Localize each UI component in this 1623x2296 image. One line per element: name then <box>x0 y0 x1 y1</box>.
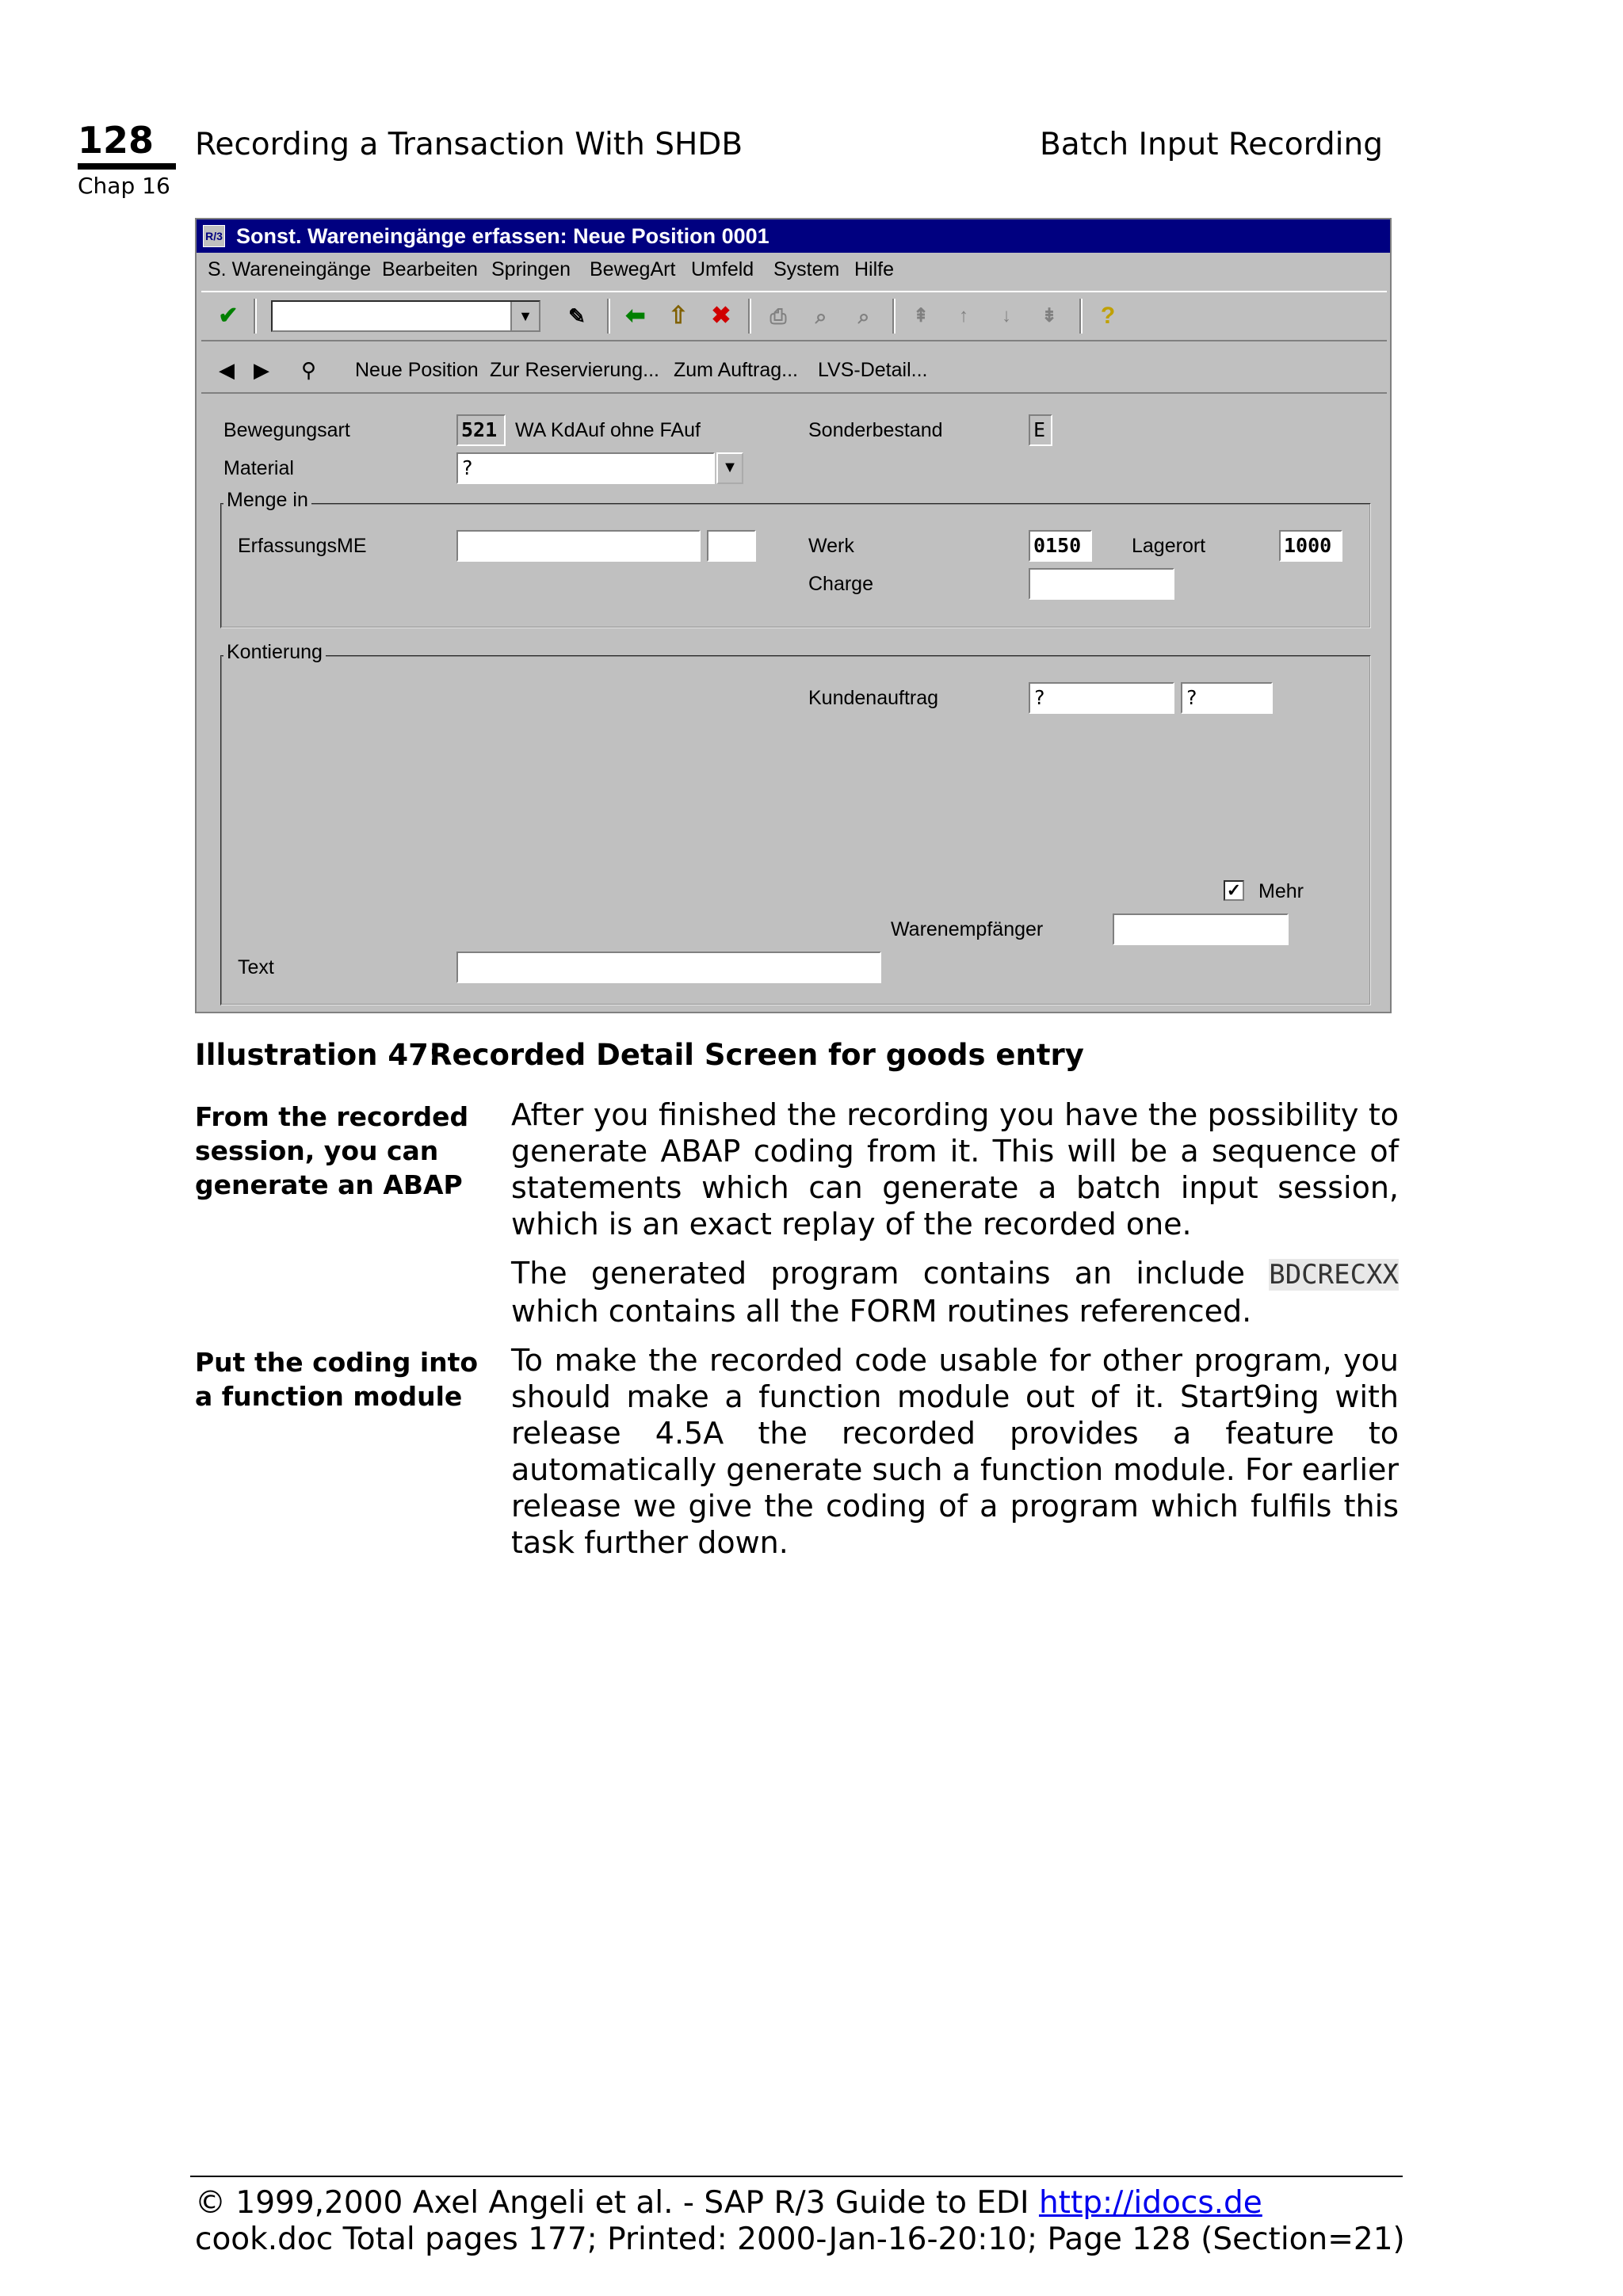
werk-field[interactable]: 0150 <box>1029 530 1092 562</box>
find-next-icon: ⌕ <box>857 304 870 328</box>
help-question-icon[interactable]: ? <box>1100 303 1116 329</box>
paragraph-include-text-before: The generated program contains an include <box>511 1256 1270 1291</box>
material-field[interactable]: ? <box>456 452 715 484</box>
menu-springen[interactable]: Springen <box>491 258 571 280</box>
header-right-title: Batch Input Recording <box>1040 127 1383 162</box>
bewegungsart-text: WA KdAuf ohne FAuf <box>515 419 701 441</box>
margin-note-generate-abap: From the recorded session, you can generate an ABAP <box>195 1101 469 1200</box>
menu-umfeld[interactable]: Umfeld <box>691 258 754 280</box>
page-number: 128 <box>78 119 155 162</box>
footer-rule <box>190 2176 1403 2177</box>
sap-titlebar <box>197 219 1390 253</box>
toolbar-separator <box>748 299 751 334</box>
sonderbestand-field: E <box>1029 414 1052 446</box>
next-triangle-icon[interactable]: ▶ <box>254 358 269 382</box>
footer-copyright-text: © 1999,2000 Axel Angeli et al. - SAP R/3 Guide to EDI <box>195 2185 1039 2221</box>
menu-wareneingaenge[interactable]: S. Wareneingänge <box>208 258 372 280</box>
menu-bewegart[interactable]: BewegArt <box>590 258 676 280</box>
menge-group-title: Menge in <box>223 489 311 512</box>
chapter-label: Chap 16 <box>78 173 170 199</box>
mehr-checkbox[interactable]: ✓ <box>1224 880 1244 901</box>
sap-window-title: Sonst. Wareneingänge erfassen: Neue Position 0001 <box>236 224 769 248</box>
text-field[interactable] <box>456 952 881 983</box>
erfassungsme-quantity-field[interactable] <box>456 530 701 562</box>
sap-menubar <box>197 253 1390 286</box>
warenempfaenger-field[interactable] <box>1113 913 1289 945</box>
footer-print-info: cook.doc Total pages 177; Printed: 2000-Jan-16-20:10; Page 128 (Section=21) <box>195 2222 1405 2257</box>
sonderbestand-label: Sonderbestand <box>808 419 943 441</box>
werk-label: Werk <box>808 535 854 557</box>
menge-groupbox <box>220 503 1371 628</box>
toolbar-separator <box>607 299 610 334</box>
material-label: Material <box>223 457 294 479</box>
command-field[interactable] <box>271 300 540 332</box>
toolbar-separator <box>254 299 257 334</box>
margin-note-function-module: Put the coding into a function module <box>195 1347 479 1412</box>
toolbar-separator <box>1079 299 1083 334</box>
kundenauftrag-label: Kundenauftrag <box>808 687 939 709</box>
next-page-icon: ↓ <box>1002 305 1011 326</box>
charge-field[interactable] <box>1029 568 1174 600</box>
zur-reservierung-button[interactable]: Zur Reservierung... <box>490 359 659 381</box>
caption-title: Recorded Detail Screen for goods entry <box>430 1038 1084 1072</box>
person-icon[interactable]: ⚲ <box>301 358 317 382</box>
enter-check-icon[interactable]: ✔ <box>218 303 239 329</box>
lagerort-field[interactable]: 1000 <box>1279 530 1342 562</box>
header-left-title: Recording a Transaction With SHDB <box>195 127 743 162</box>
find-icon: ⌕ <box>815 304 827 328</box>
neue-position-button[interactable]: Neue Position <box>355 359 479 381</box>
previous-triangle-icon[interactable]: ◀ <box>219 358 235 382</box>
sap-application-toolbar <box>201 346 1387 394</box>
sap-window-icon: R/3 <box>203 225 225 247</box>
sap-window <box>195 218 1392 1013</box>
paragraph-include-text-after: which contains all the FORM routines referenced. <box>511 1294 1252 1329</box>
include-code-name: BDCRECXX <box>1269 1259 1399 1291</box>
previous-page-icon: ↑ <box>959 305 968 326</box>
lvs-detail-button[interactable]: LVS-Detail... <box>818 359 928 381</box>
kontierung-group-title: Kontierung <box>223 641 326 664</box>
first-page-icon: ⇞ <box>912 305 930 326</box>
paragraph-include <box>511 1255 1399 1329</box>
text-label: Text <box>238 956 274 978</box>
back-arrow-icon[interactable]: ⬅ <box>625 303 646 329</box>
sap-standard-toolbar <box>201 291 1387 341</box>
menu-bearbeiten[interactable]: Bearbeiten <box>382 258 478 280</box>
caption-label: Illustration 47: <box>195 1038 441 1072</box>
save-icon[interactable]: ✎ <box>568 304 586 328</box>
page-number-rule <box>78 163 176 170</box>
toolbar-separator <box>892 299 896 334</box>
paragraph-function-module: To make the recorded code usable for other program, you should make a function module out of it. Start9ing with release 4.5A the recorded provides a feature to automatically generate such a function module. For earlier release we give the coding of a program which fulfils this task further down. <box>511 1343 1399 1560</box>
menu-system[interactable]: System <box>773 258 840 280</box>
material-dropdown-icon[interactable]: ▼ <box>716 452 743 484</box>
charge-label: Charge <box>808 573 873 595</box>
lagerort-label: Lagerort <box>1132 535 1206 557</box>
zum-auftrag-button[interactable]: Zum Auftrag... <box>674 359 799 381</box>
warenempfaenger-label: Warenempfänger <box>891 918 1044 940</box>
last-page-icon: ⇟ <box>1041 305 1058 326</box>
illustration-caption <box>195 1038 1084 1072</box>
mehr-label: Mehr <box>1258 880 1304 902</box>
erfassungsme-unit-field[interactable] <box>707 530 756 562</box>
command-dropdown-icon[interactable]: ▼ <box>510 302 539 330</box>
footer-copyright <box>195 2185 1262 2221</box>
kundenauftrag-order-field[interactable]: ? <box>1029 682 1174 714</box>
footer-link[interactable]: http://idocs.de <box>1038 2185 1262 2221</box>
paragraph-recording: After you finished the recording you have the possibility to generate ABAP coding from it. This will be a sequence of statements which can generate a batch input session, which is an exact replay of the recorded one. <box>511 1097 1399 1241</box>
menu-hilfe[interactable]: Hilfe <box>854 258 895 280</box>
bewegungsart-label: Bewegungsart <box>223 419 350 441</box>
bewegungsart-field: 521 <box>456 414 506 446</box>
kundenauftrag-item-field[interactable]: ? <box>1181 682 1273 714</box>
cancel-x-icon[interactable]: ✖ <box>711 303 731 329</box>
exit-up-icon[interactable]: ⇧ <box>668 303 689 329</box>
print-icon: ⎙ <box>769 304 787 328</box>
erfassungsme-label: ErfassungsME <box>238 535 367 557</box>
